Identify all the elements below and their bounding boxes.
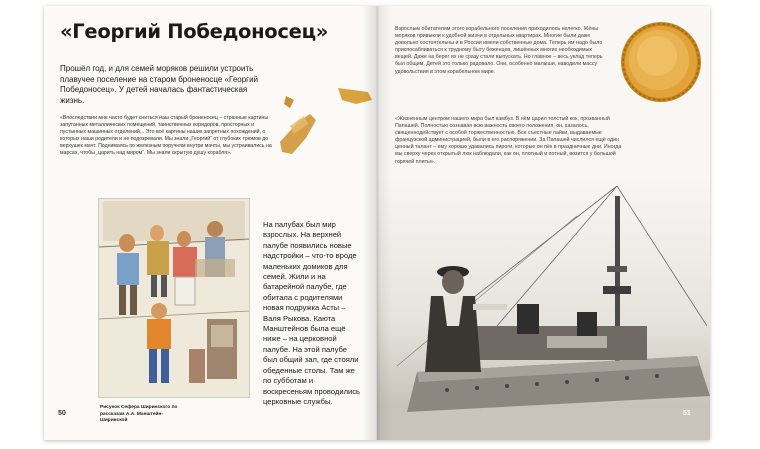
right-page: [377, 6, 710, 440]
main-paragraph: На палубах был мир взрослых. На верхней палубе появились новые надстройки – что-то вроде маленьких домиков для семей. Жили и на батарейной палубе, где обитала с родителями новая подружка Асты – Валя Рыкова. Каюта Манштейнов была ещё ниже – на церковной палубе. На этой палубе был общий зал, где стояли обеденные столы. Там же по субботам и воскресеньям проводились церковные службы.: [263, 220, 361, 406]
page-number-left: 50: [58, 410, 66, 417]
childrens-drawing-illustration: [98, 198, 250, 398]
galley-quote: «Жизненным центром нашего мира был камбуз. В нём царил толстый кок, прозванный Папашей. Полностью сознавая всю важность своего положения, он, казалось, священнодействует с особой торжественностью. Все съестные пайки, выдаваемые французской администрацией, были в его распоряжении. За Папашей числился ещё один ценный талант – ему хорошо удавались пироги, которые он пёк в праздничные дни. Иногда мы сверху через открытый люк наблюдали, как он, плотный и потный, возится у большой горячей плиты».: [395, 116, 622, 165]
gold-fragments-illustration: [276, 86, 376, 161]
battleship-photo: [377, 176, 710, 440]
memoir-quote: «Впоследствии мне часто будет сниться наш старый броненосец – странные картины запутанных металлических помещений, таинственных коридоров, просторных и пустынных машинных отделений... Это всё картины наших запретных похождений, о которых наши родители и не подозревали. Мы знали „Георгий“ от глубоких трюмов до верхушек мачт. Поднимаясь по железным поручням внутри мачты, мы устраивались на марсах, чтобы „царить над миром“. Мы знали скрытую душу корабля».: [60, 115, 272, 156]
gold-coin-illustration: [619, 20, 703, 104]
adults-paragraph: Взрослым обитателям этого корабельного поселения приходилось нелегко. Жёны моряков привыкли к удобной жизни в отдельных квартирах. Многие были даже довольно состоятельны и в России имели собственные дома. Теперь им надо было приспосабливаться к трудному быту беженцев, лишённых многих необходимых вещей. Даже на берег их не сразу стали выпускать. Но главное – весь уклад теперь был общим. Детей это только радовало. Они, особенно малыши, наводили массу удовольствия в этом корабельном мире.: [395, 26, 603, 75]
page-number-right: 51: [683, 410, 691, 417]
intro-paragraph: Прошёл год, и для семей моряков решили устроить плавучее поселение на старом броненосце «Георгий Победоносец». У детей началась фантастическая жизнь.: [60, 64, 259, 105]
book-spread: [44, 6, 710, 440]
chapter-title: «Георгий Победоносец»: [60, 20, 329, 43]
left-page: [44, 6, 377, 440]
drawing-caption: Рисунок Сефера Ширинского по рассказам А.А. Манштейн-Ширинской: [100, 405, 178, 423]
